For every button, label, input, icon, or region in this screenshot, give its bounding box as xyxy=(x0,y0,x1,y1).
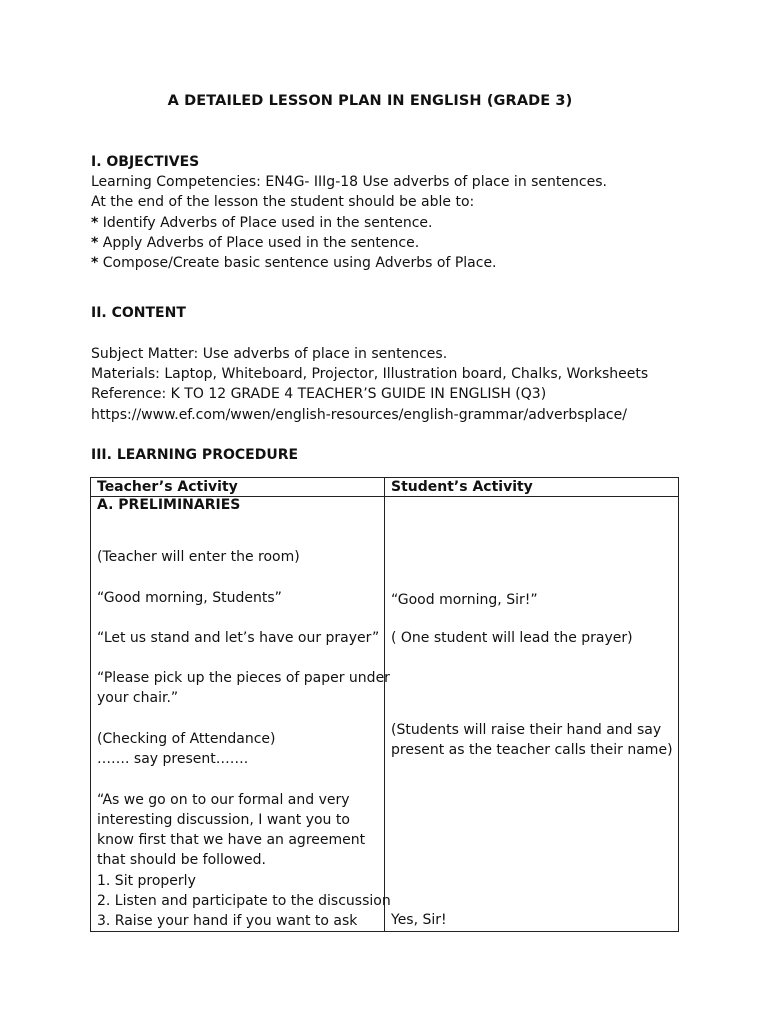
student-line: “Good morning, Sir!” xyxy=(391,592,538,608)
teacher-line: (Teacher will enter the room) xyxy=(97,549,300,565)
content-section xyxy=(91,303,731,323)
student-line: Yes, Sir! xyxy=(391,912,447,928)
teacher-line: 3. Raise your hand if you want to ask xyxy=(97,913,358,929)
student-line: (Students will raise their hand and say xyxy=(391,722,662,738)
bullet-star-icon: * xyxy=(91,254,99,271)
objective-item xyxy=(91,253,731,273)
teacher-line: know first that we have an agreement xyxy=(97,832,366,848)
materials: Materials: Laptop, Whiteboard, Projector, Illustration board, Chalks, Worksheets xyxy=(91,366,649,383)
table-row xyxy=(91,497,679,932)
teacher-line: your chair.” xyxy=(97,690,179,706)
procedure-heading: III. LEARNING PROCEDURE xyxy=(91,447,299,463)
objectives-heading: I. OBJECTIVES xyxy=(91,154,200,170)
procedure-table xyxy=(90,477,679,932)
objective-item-text: Apply Adverbs of Place used in the sentence. xyxy=(102,234,420,251)
teacher-line: 2. Listen and participate to the discussion xyxy=(97,893,391,909)
student-activity-header: Student’s Activity xyxy=(385,478,679,497)
objective-item-text: Compose/Create basic sentence using Adverbs of Place. xyxy=(102,254,497,271)
student-line: ( One student will lead the prayer) xyxy=(391,630,633,646)
student-activity-cell xyxy=(385,497,679,932)
teacher-line: that should be followed. xyxy=(97,852,266,868)
teacher-line: “Good morning, Students” xyxy=(97,590,282,606)
content-heading: II. CONTENT xyxy=(91,305,186,321)
teacher-line: interesting discussion, I want you to xyxy=(97,812,350,828)
document-title: A DETAILED LESSON PLAN IN ENGLISH (GRADE 3) xyxy=(167,93,573,109)
objectives-section xyxy=(91,152,731,273)
teacher-line: “As we go on to our formal and very xyxy=(97,792,350,808)
student-line: present as the teacher calls their name) xyxy=(391,742,673,758)
objectives-intro: At the end of the lesson the student should be able to: xyxy=(91,194,475,211)
preliminaries-heading: A. PRELIMINARIES xyxy=(97,497,241,513)
bullet-star-icon: * xyxy=(91,214,99,231)
learning-competency: Learning Competencies: EN4G- IIIg-18 Use adverbs of place in sentences. xyxy=(91,174,607,191)
teacher-line: (Checking of Attendance) xyxy=(97,731,276,747)
teacher-activity-header: Teacher’s Activity xyxy=(91,478,385,497)
teacher-line: “Let us stand and let’s have our prayer” xyxy=(97,630,380,646)
bullet-star-icon: * xyxy=(91,234,99,251)
procedure-section xyxy=(91,445,731,465)
reference-url: https://www.ef.com/wwen/english-resources/english-grammar/adverbsplace/ xyxy=(91,406,627,423)
objective-item xyxy=(91,213,731,233)
reference: Reference: K TO 12 GRADE 4 TEACHER’S GUIDE IN ENGLISH (Q3) xyxy=(91,386,547,403)
teacher-activity-cell xyxy=(91,497,391,932)
teacher-line: 1. Sit properly xyxy=(97,873,196,889)
content-details xyxy=(91,344,731,425)
teacher-line: “Please pick up the pieces of paper under xyxy=(97,670,390,686)
objective-item-text: Identify Adverbs of Place used in the sentence. xyxy=(102,214,433,231)
teacher-line: ……. say present……. xyxy=(97,751,249,767)
objective-item xyxy=(91,233,731,253)
table-header-row xyxy=(91,478,679,497)
subject-matter: Subject Matter: Use adverbs of place in sentences. xyxy=(91,346,448,362)
